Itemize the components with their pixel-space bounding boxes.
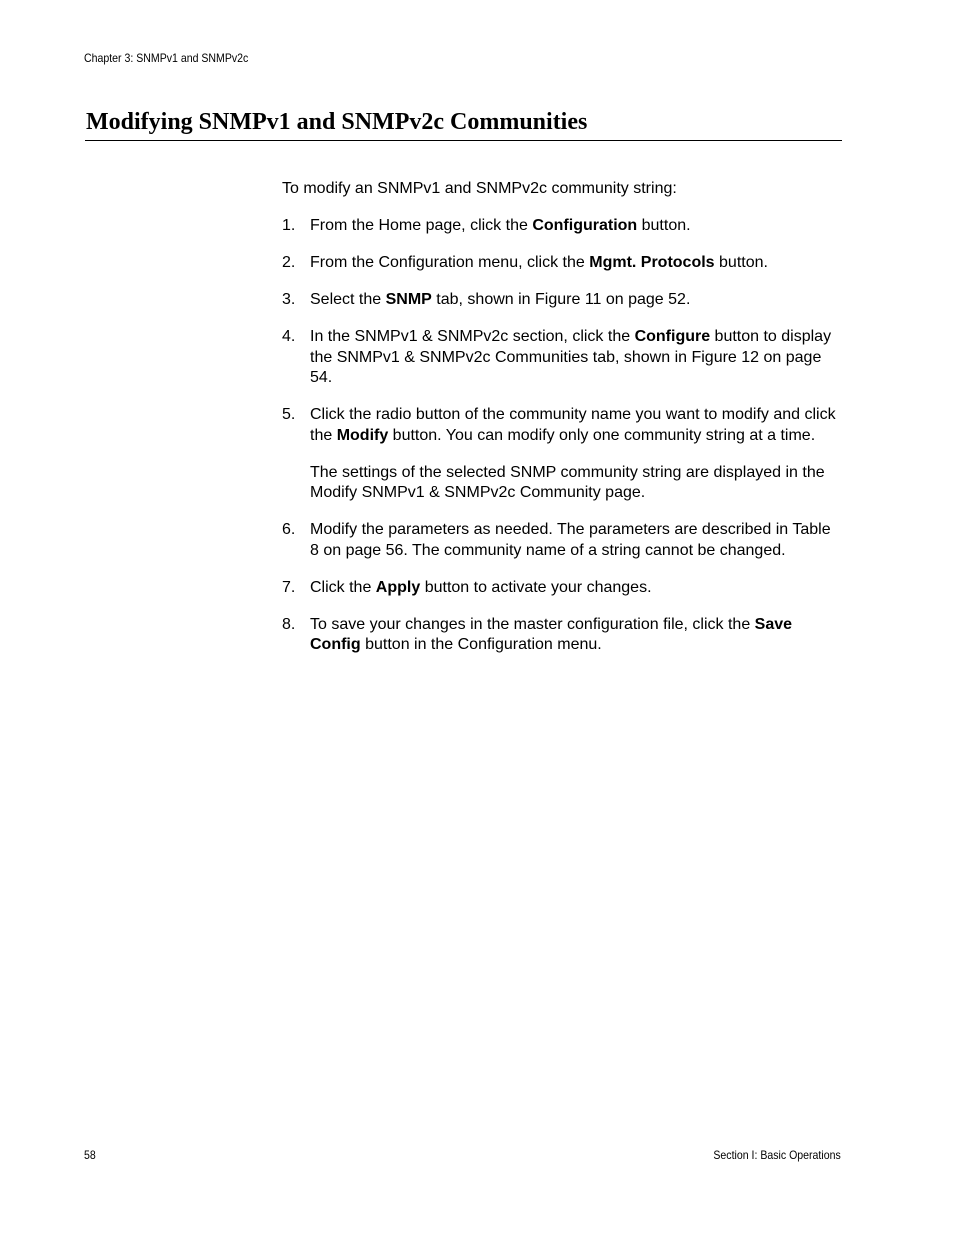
step-number: 8. bbox=[282, 615, 296, 633]
step-text: From the Configuration menu, click the Mgmt. Protocols button. bbox=[310, 254, 768, 271]
step-1 bbox=[282, 216, 842, 237]
ui-term: Save Config bbox=[310, 615, 793, 653]
step-text: Click the Apply button to activate your changes. bbox=[310, 578, 652, 596]
step-note: The settings of the selected SNMP community string are displayed in the Modify SNMPv1 & SNMPv2c Community page. bbox=[310, 463, 825, 501]
step-text: In the SNMPv1 & SNMPv2c section, click the Configure button to display the SNMPv1 & SNMPv2c Communities tab, shown in Figure 12 on page 54. bbox=[310, 328, 832, 386]
ui-term: Configuration bbox=[532, 217, 638, 234]
step-7 bbox=[282, 578, 842, 599]
step-5 bbox=[282, 405, 842, 504]
step-3 bbox=[282, 290, 842, 311]
step-text: Select the SNMP tab, shown in Figure 11 on page 52. bbox=[310, 291, 691, 308]
step-number: 4. bbox=[282, 328, 296, 345]
step-text: Modify the parameters as needed. The parameters are described in Table 8 on page 56. The community name of a string cannot be changed. bbox=[310, 521, 831, 559]
step-number: 5. bbox=[282, 406, 296, 423]
step-number: 6. bbox=[282, 521, 296, 538]
page-number: 58 bbox=[84, 1148, 96, 1162]
step-2 bbox=[282, 253, 842, 274]
ui-term: Modify bbox=[336, 426, 389, 444]
step-text: From the Home page, click the Configuration button. bbox=[310, 217, 691, 234]
step-text: Click the radio button of the community name you want to modify and click the Modify button. You can modify only one community string at a time. bbox=[310, 406, 836, 444]
step-4 bbox=[282, 327, 842, 389]
step-text: To save your changes in the master configuration file, click the Save Config button in the Configuration menu. bbox=[310, 615, 793, 653]
ui-term: Mgmt. Protocols bbox=[589, 254, 715, 271]
body-content bbox=[282, 179, 842, 672]
section-title: Modifying SNMPv1 and SNMPv2c Communities bbox=[86, 109, 588, 135]
procedure-steps bbox=[282, 216, 842, 656]
step-6 bbox=[282, 520, 842, 561]
footer-section-title: Section I: Basic Operations bbox=[713, 1148, 841, 1162]
ui-term: Configure bbox=[634, 328, 711, 345]
step-number: 3. bbox=[282, 291, 296, 308]
step-8 bbox=[282, 615, 842, 656]
title-rule bbox=[85, 140, 842, 141]
intro-text: To modify an SNMPv1 and SNMPv2c community string: bbox=[282, 180, 677, 197]
step-number: 1. bbox=[282, 217, 296, 234]
step-number: 2. bbox=[282, 254, 296, 271]
running-header: Chapter 3: SNMPv1 and SNMPv2c bbox=[84, 51, 249, 65]
ui-term: Apply bbox=[375, 578, 421, 596]
step-number: 7. bbox=[282, 578, 296, 596]
ui-term: SNMP bbox=[385, 291, 432, 308]
